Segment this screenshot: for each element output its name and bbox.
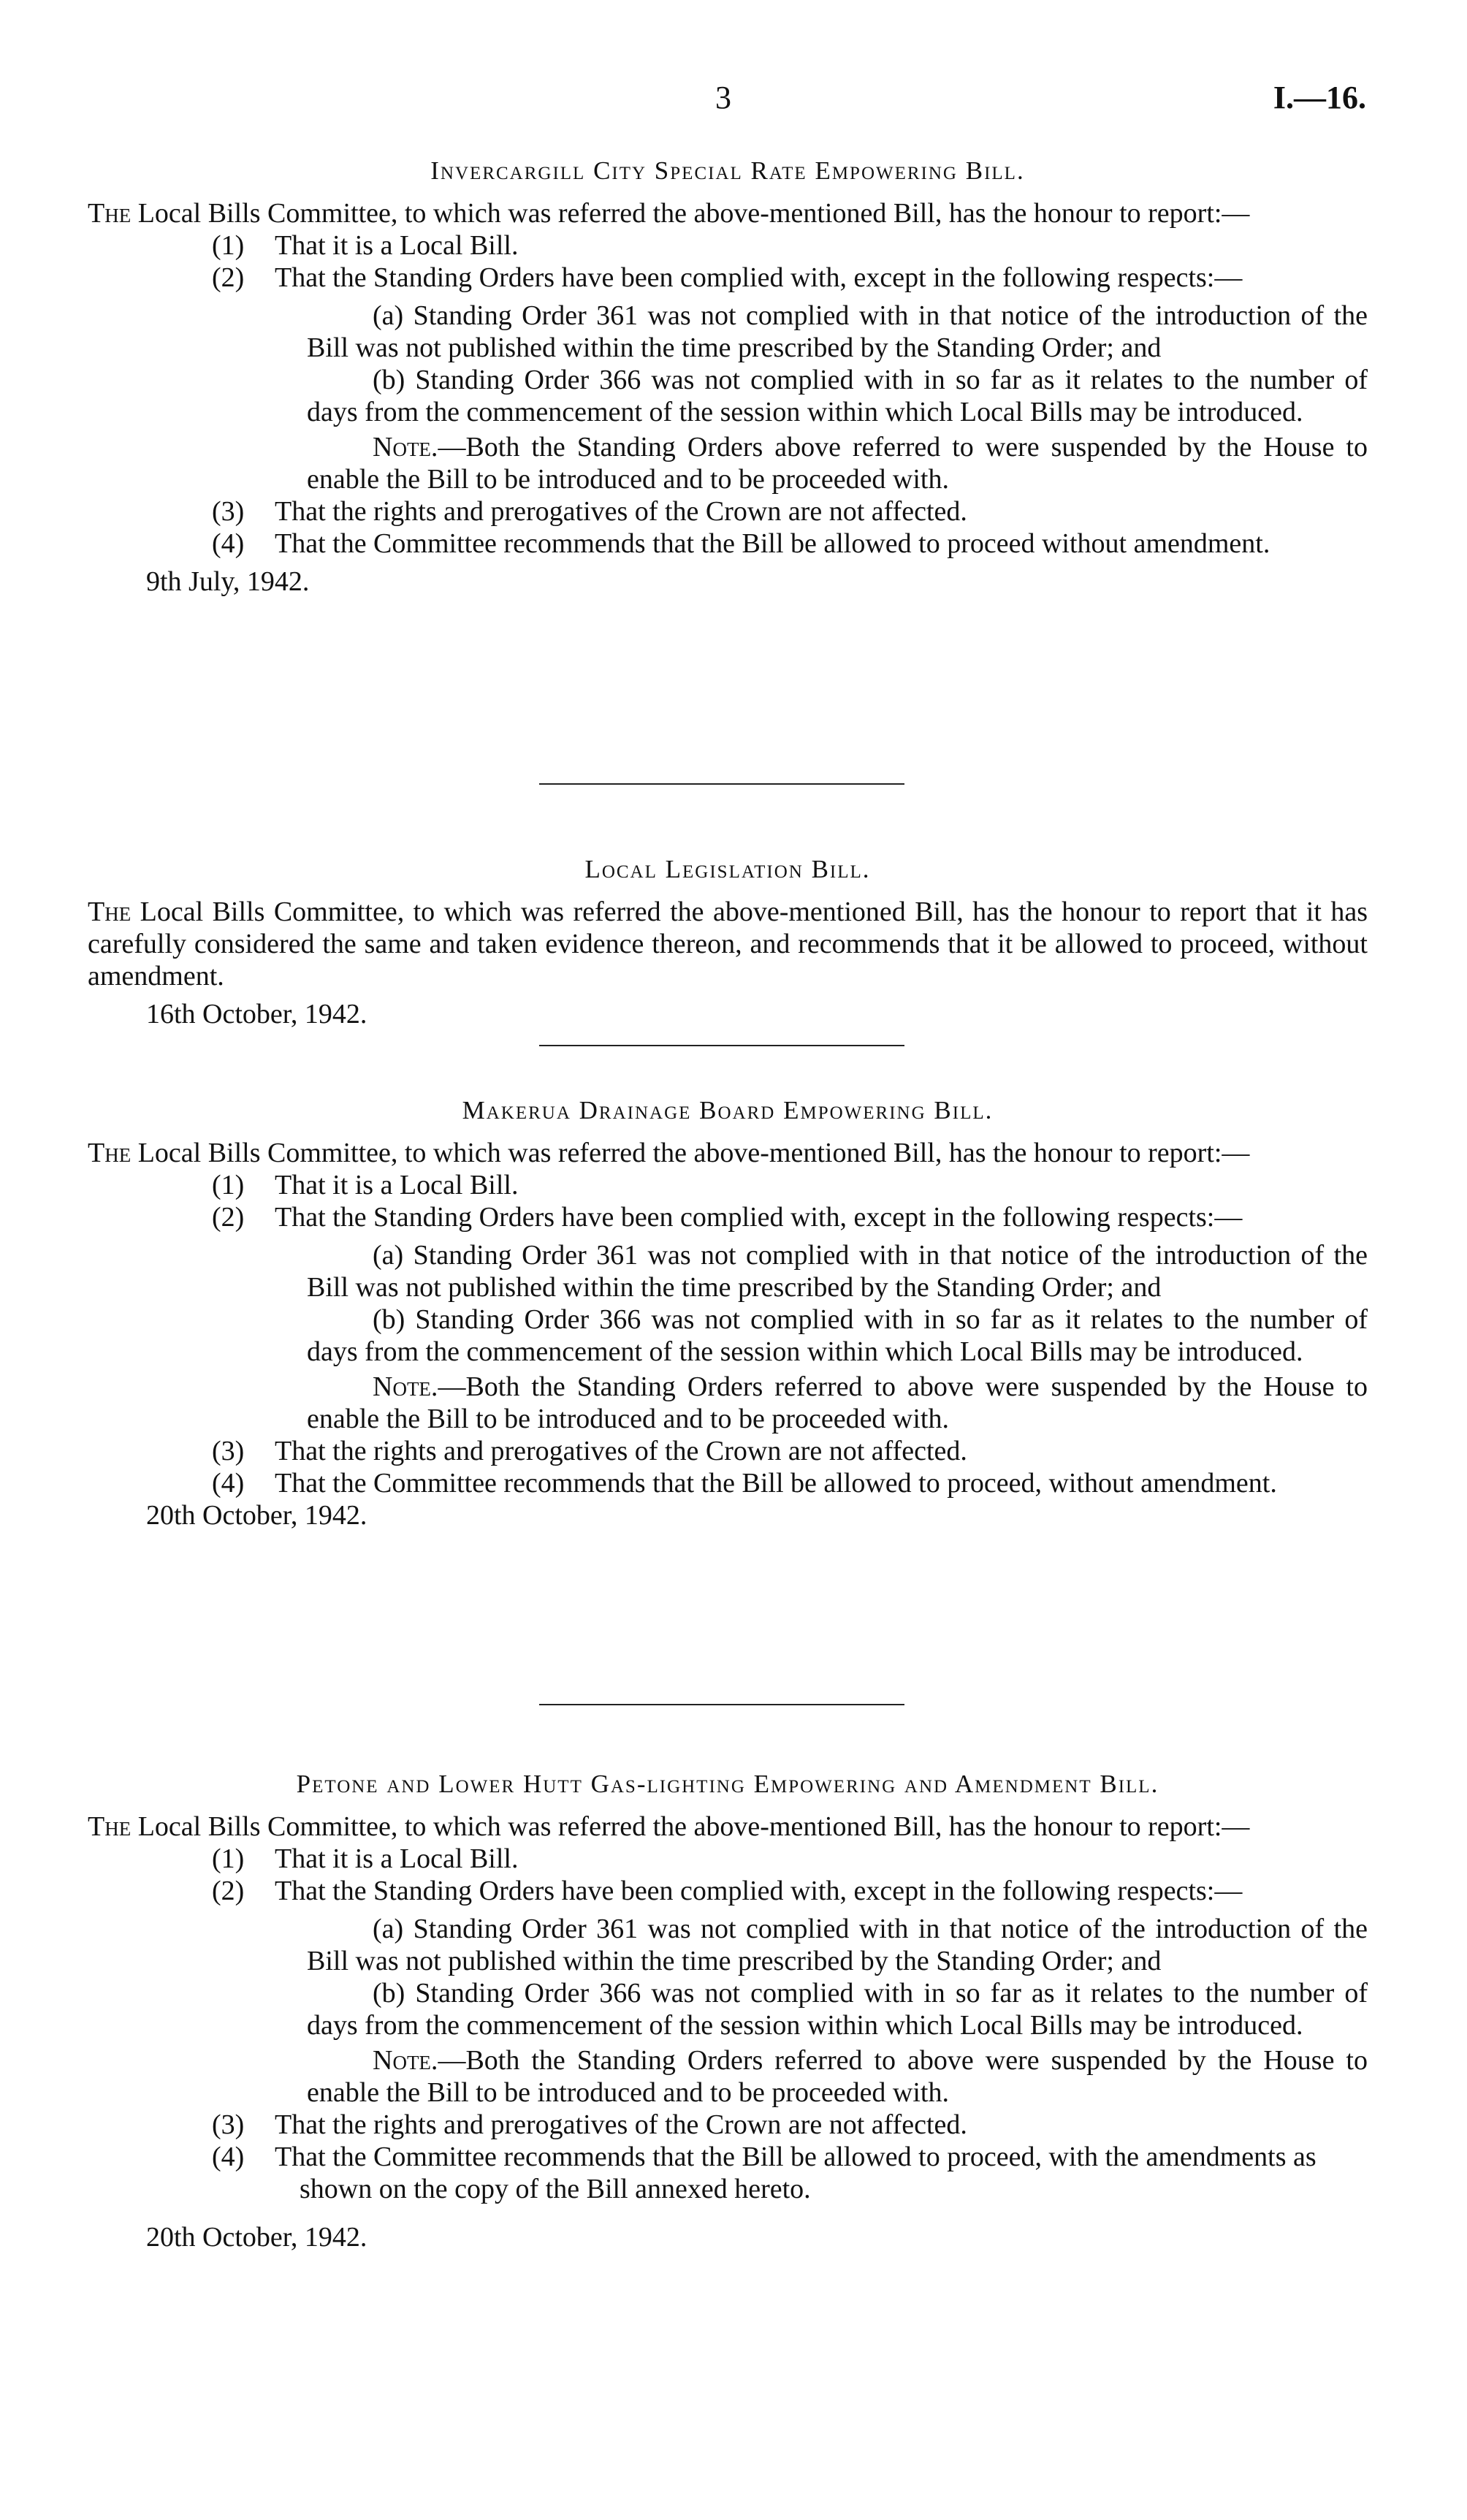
item-text: That the Committee recommends that the Bill be allowed to proceed without amendment. (275, 528, 1270, 559)
report-items (88, 229, 1368, 294)
report-items (88, 1169, 1368, 1233)
item-text: That the Committee recommends that the Bill be allowed to proceed, with the amendments as shown on the copy of the Bill annexed hereto. (275, 2142, 1317, 2204)
note (307, 1371, 1368, 1435)
intro-lead: The (88, 198, 132, 229)
note-lead: Note. (373, 2045, 438, 2076)
item-number: (2) (212, 262, 245, 293)
list-item (88, 2109, 1368, 2141)
sub-clause-b: (b) Standing Order 366 was not complied with in so far as it relates to the number of days from the commencement of the session within which Local Bills may be introduced. (307, 1978, 1368, 2041)
report-items-after (88, 495, 1368, 560)
note (307, 431, 1368, 495)
bill-title: Local Legislation Bill. (584, 855, 871, 883)
report-date: 16th October, 1942. (146, 999, 367, 1029)
item-number: (1) (212, 230, 245, 261)
list-item (88, 1169, 1368, 1201)
report-items (88, 1843, 1368, 1907)
note (307, 2044, 1368, 2109)
list-item (88, 1843, 1368, 1875)
note-text: —Both the Standing Orders referred to above were suspended by the House to enable the Bill to be introduced and to be proceeded with. (307, 1371, 1368, 1434)
list-item (88, 2141, 1368, 2205)
item-number: (4) (212, 2142, 245, 2172)
intro-lead: The (88, 1811, 132, 1842)
report-date: 9th July, 1942. (146, 566, 310, 597)
report-intro (88, 197, 1368, 229)
item-number: (1) (212, 1170, 245, 1200)
item-number: (3) (212, 496, 245, 527)
item-text: That it is a Local Bill. (275, 1170, 519, 1200)
item-text: That the rights and prerogatives of the Crown are not affected. (275, 496, 967, 527)
report-petone-lower-hutt (88, 1768, 1368, 2253)
item-text: That the rights and prerogatives of the Crown are not affected. (275, 2109, 967, 2140)
item-number: (4) (212, 528, 245, 559)
section-divider (539, 783, 904, 785)
item-text: That the rights and prerogatives of the Crown are not affected. (275, 1436, 967, 1466)
list-item (88, 528, 1368, 560)
report-invercargill (88, 155, 1368, 598)
report-local-legislation (88, 853, 1368, 1030)
document-reference: I.—16. (1273, 80, 1366, 115)
report-date: 20th October, 1942. (146, 2222, 367, 2253)
report-intro (88, 896, 1368, 992)
intro-lead: The (88, 897, 132, 927)
note-text: —Both the Standing Orders referred to above were suspended by the House to enable the Bill to be introduced and to be proceeded with. (307, 2045, 1368, 2108)
sub-clause-a: (a) Standing Order 361 was not complied with in that notice of the introduction of the Bill was not published within the time prescribed by the Standing Order; and (307, 300, 1368, 363)
list-item (88, 1875, 1368, 1907)
intro-lead: The (88, 1138, 132, 1168)
sub-clause-a: (a) Standing Order 361 was not complied with in that notice of the introduction of the Bill was not published within the time prescribed by the Standing Order; and (307, 1240, 1368, 1303)
intro-text: Local Bills Committee, to which was referred the above-mentioned Bill, has the honour to report that it has carefully considered the same and taken evidence thereon, and recommends that it be allowed to proceed, without amendment. (88, 897, 1368, 991)
note-text: —Both the Standing Orders above referred to were suspended by the House to enable the Bill to be introduced and to be proceeded with. (307, 432, 1368, 495)
sub-clause-a: (a) Standing Order 361 was not complied with in that notice of the introduction of the Bill was not published within the time prescribed by the Standing Order; and (307, 1914, 1368, 1976)
item-number: (2) (212, 1202, 245, 1233)
section-divider (539, 1704, 904, 1705)
item-text: That it is a Local Bill. (275, 1843, 519, 1874)
item-text: That it is a Local Bill. (275, 230, 519, 261)
intro-text: Local Bills Committee, to which was referred the above-mentioned Bill, has the honour to report:— (137, 198, 1250, 229)
item-number: (3) (212, 2109, 245, 2140)
item-number: (2) (212, 1876, 245, 1906)
list-item (88, 1435, 1368, 1467)
bill-title: Makerua Drainage Board Empowering Bill. (462, 1096, 994, 1124)
sub-clause-b: (b) Standing Order 366 was not complied with in so far as it relates to the number of days from the commencement of the session within which Local Bills may be introduced. (307, 365, 1368, 427)
list-item (88, 229, 1368, 262)
item-text: That the Standing Orders have been complied with, except in the following respects:— (275, 262, 1243, 293)
item-number: (3) (212, 1436, 245, 1466)
note-lead: Note. (373, 432, 438, 462)
report-date: 20th October, 1942. (146, 1500, 367, 1531)
note-lead: Note. (373, 1371, 438, 1402)
sub-clause-b: (b) Standing Order 366 was not complied with in so far as it relates to the number of days from the commencement of the session within which Local Bills may be introduced. (307, 1304, 1368, 1367)
list-item (88, 262, 1368, 294)
item-text: That the Standing Orders have been complied with, except in the following respects:— (275, 1202, 1243, 1233)
report-items-after (88, 2109, 1368, 2205)
item-number: (4) (212, 1468, 245, 1499)
list-item (88, 1467, 1368, 1499)
item-number: (1) (212, 1843, 245, 1874)
report-makerua (88, 1095, 1368, 1531)
bill-title: Petone and Lower Hutt Gas-lighting Empowering and Amendment Bill. (296, 1770, 1159, 1798)
intro-text: Local Bills Committee, to which was referred the above-mentioned Bill, has the honour to report:— (137, 1138, 1250, 1168)
report-intro (88, 1811, 1368, 1843)
list-item (88, 495, 1368, 528)
page-number: 3 (715, 80, 731, 115)
report-intro (88, 1137, 1368, 1169)
bill-title: Invercargill City Special Rate Empowering Bill. (430, 156, 1025, 185)
item-text: That the Committee recommends that the Bill be allowed to proceed, without amendment. (275, 1468, 1277, 1499)
item-text: That the Standing Orders have been complied with, except in the following respects:— (275, 1876, 1243, 1906)
report-items-after (88, 1435, 1368, 1499)
list-item (88, 1201, 1368, 1233)
intro-text: Local Bills Committee, to which was referred the above-mentioned Bill, has the honour to report:— (137, 1811, 1250, 1842)
section-divider (539, 1045, 904, 1046)
